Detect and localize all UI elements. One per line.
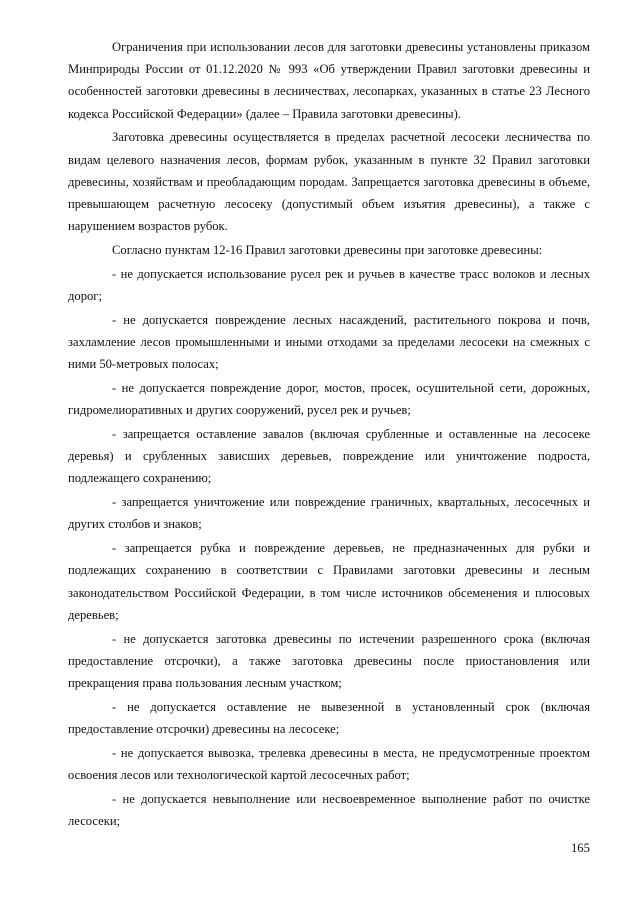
paragraph-regulations-intro: Ограничения при использовании лесов для заготовки древесины установлены приказом Минприроды России от 01.12.2020 № 993 «Об утверждении Правил заготовки древесины и особенностей заготовки древесины в лесничествах, лесопарках, указанных в статье 23 Лесного кодекса Российской Федерации» (далее – Правила заготовки древесины). — [68, 40, 590, 121]
list-item-vegetation-damage: - не допускается повреждение лесных насаждений, растительного покрова и почв, захламление лесов промышленными и иными отходами за пределами лесосеки на смежных с ними 50-метровых полосах; — [68, 312, 590, 372]
list-item-road-damage: - не допускается повреждение дорог, мостов, просек, осушительной сети, дорожных, гидромелиоративных и других сооружений, русел рек и ручьев; — [68, 381, 590, 418]
paragraph-rules-reference: Согласно пунктам 12-16 Правил заготовки древесины при заготовке древесины: — [112, 243, 543, 258]
list-item-expired-term: - не допускается заготовка древесины по истечении разрешенного срока (включая предоставление отсрочки), а также заготовка древесины после приостановления или прекращения права пользования лесным участком; — [68, 631, 590, 691]
list-item-unremoved-timber: - не допускается оставление не вывезенной в установленный срок (включая предоставление отсрочки) древесины на лесосеке; — [68, 699, 590, 737]
list-item-river-beds: - не допускается использование русел рек и ручьев в качестве трасс волоков и лесных дорог; — [68, 266, 590, 304]
list-item-windfall: - запрещается оставление завалов (включая срубленные и оставленные на лесосеке деревья) и срубленных зависших деревьев, повреждение или уничтожение подроста, подлежащего сохранению; — [68, 427, 590, 486]
list-item-protected-trees: - запрещается рубка и повреждение деревьев, не предназначенных для рубки и подлежащих сохранению в соответствии с Правилами заготовки древесины и лесным законодательством Российской Федерации, в том числе источников обсеменения и плюсовых деревьев; — [68, 541, 590, 622]
list-item-skidding: - не допускается вывозка, трелевка древесины в места, не предусмотренные проектом освоения лесов или технологической картой лесосечных работ; — [68, 745, 590, 783]
list-item-boundary-posts: - запрещается уничтожение или повреждение граничных, квартальных, лесосечных и других столбов и знаков; — [68, 495, 590, 532]
document-body — [68, 36, 590, 834]
list-item-cleanup: - не допускается невыполнение или несвоевременное выполнение работ по очистке лесосеки; — [68, 791, 590, 829]
paragraph-harvest-limits: Заготовка древесины осуществляется в пределах расчетной лесосеки лесничества по видам целевого назначения лесов, формам рубок, указанным в пункте 32 Правил заготовки древесины, хозяйствам и преобладающим породам. Запрещается заготовка древесины в объеме, превышающем расчетную лесосеку (допустимый объем изъятия древесины), а также с нарушением возрастов рубок. — [68, 130, 590, 234]
page-number: 165 — [571, 841, 590, 855]
